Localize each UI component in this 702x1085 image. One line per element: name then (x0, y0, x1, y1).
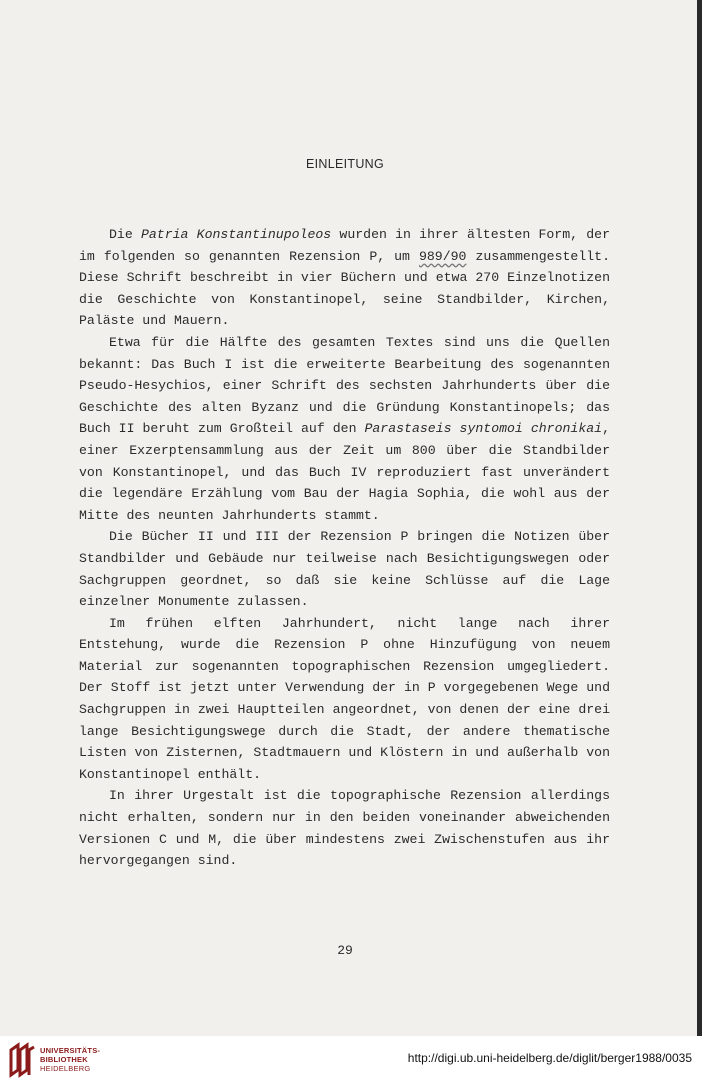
scan-edge (697, 0, 702, 1036)
paragraph-3: Die Bücher II und III der Rezension P bringen die Notizen über Standbilder und Gebäude nur teilweise nach Besichtigungswegen oder Sachgruppen geordnet, so daß sie keine Schlüsse auf die Lage einzelner Monumente zulassen. (79, 529, 610, 610)
underlined-date: 989/90 (418, 248, 467, 264)
italic-title: Parastaseis syntomoi chronikai (364, 421, 603, 437)
library-line: HEIDELBERG (40, 1064, 91, 1073)
paragraph-5: In ihrer Urgestalt ist die topographische Rezension allerdings nicht erhalten, sondern nur in den beiden voneinander abweichenden Versionen C und M, die über mindestens zwei Zwischenstufen aus ihr hervorgegangen sind. (79, 788, 610, 869)
body-text (79, 224, 610, 872)
text-run: Die (109, 227, 141, 242)
source-url-link[interactable]: http://digi.ub.uni-heidelberg.de/diglit/berger1988/0035 (407, 1051, 692, 1065)
library-logo-icon (8, 1042, 36, 1078)
text-run: wurden in ihrer ältesten Form, der im folgenden so genannten Rezension P, um (79, 227, 611, 264)
paragraph-2 (79, 332, 610, 526)
page-heading: EINLEITUNG (305, 157, 384, 171)
footer-bar (0, 1036, 702, 1085)
italic-title: Patria Konstantinupoleos (140, 227, 332, 242)
text-run: Etwa für die Hälfte des gesamten Textes sind uns die Quellen bekannt: Das Buch I ist die erweiterte Bearbeitung des sogenannten Pseudo-Hesychios, einer Schrift des sechsten Jahrhunderts über die Geschichte des alten Byzanz und die Gründung Konstantinopels; das Buch II beruht zum Großteil auf den (79, 334, 610, 437)
library-name (40, 1046, 100, 1073)
text-run: zusammengestellt. Diese Schrift beschreibt in vier Büchern und etwa 270 Einzelnotizen die Geschichte von Konstantinopel, seine Standbilder, Kirchen, Paläste und Mauern. (79, 248, 610, 329)
page-number: 29 (337, 943, 353, 958)
library-line: BIBLIOTHEK (40, 1055, 88, 1064)
paragraph-1 (79, 224, 610, 332)
library-line: UNIVERSITÄTS- (40, 1046, 101, 1055)
text-run: , einer Exzerptensammlung aus der Zeit um 800 über die Standbilder von Konstantinopel, und das Buch IV reproduziert fast unverändert die legendäre Erzählung vom Bau der Hagia Sophia, die wohl aus der Mitte des neunten Jahrhunderts stammt. (79, 421, 610, 523)
paragraph-4: Im frühen elften Jahrhundert, nicht lange nach ihrer Entstehung, wurde die Rezension P ohne Hinzufügung von neuem Material zur sogenannten topographischen Rezension umgegliedert. Der Stoff ist jetzt unter Verwendung der in P vorgegebenen Wege und Sachgruppen in zwei Hauptteilen angeordnet, von denen der eine drei lange Besichtigungswege durch die Stadt, der andere thematische Listen von Zisternen, Stadtmauern und Klöstern in und außerhalb von Konstantinopel enthält. (79, 615, 610, 782)
